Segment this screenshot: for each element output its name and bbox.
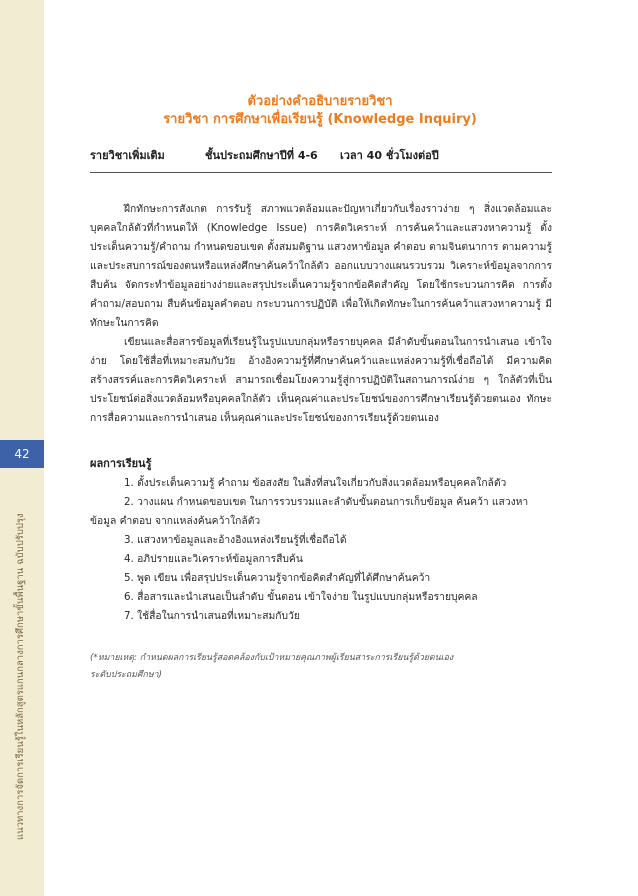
course-body	[90, 200, 552, 684]
footnote	[90, 650, 552, 684]
course-title: รายวิชา การศึกษาเพื่อเรียนรู้ (Knowledge Inquiry)	[163, 112, 477, 127]
outcome-item: 7. ใช้สื่อในการนำเสนอที่เหมาะสมกับวัย	[124, 610, 300, 622]
outcomes-heading: ผลการเรียนรู้	[90, 457, 152, 470]
description-paragraph: ฝึกทักษะการสังเกต การรับรู้ สภาพแวดล้อมและปัญหาเกี่ยวกับเรื่องราวง่าย ๆ สิ่งแวดล้อมและบุคคลใกล้ตัวที่กำหนดให้ (Knowledge Issue) การคิดวิเคราะห์ การค้นคว้าและแสวงหาความรู้ ตั้งประเด็นความรู้/คำถาม กำหนดขอบเขต ตั้งสมมติฐาน แสวงหาข้อมูล คำตอบ ตามจินตนาการ ตามความรู้และประสบการณ์ของตนหรือแหล่งศึกษาค้นคว้าใกล้ตัว ออกแบบวางแผนรวบรวม วิเคราะห์ข้อมูลจากการสืบค้น จัดกระทำข้อมูลอย่างง่ายและสรุปประเด็นความรู้จากข้อคิดสำคัญ โดยใช้กระบวนการคิด การตั้งคำถาม/สอบถาม สืบค้นข้อมูลคำตอบ กระบวนการปฏิบัติ เพื่อให้เกิดทักษะในการค้นคว้าแสวงหาความรู้ มีทักษะในการคิด	[90, 203, 552, 329]
outcome-item: 4. อภิปรายและวิเคราะห์ข้อมูลการสืบค้น	[124, 553, 303, 565]
outcome-item: 3. แสวงหาข้อมูลและอ้างอิงแหล่งเรียนรู้ที่เชื่อถือได้	[124, 534, 347, 546]
footnote-line: ระดับประถมศึกษา)	[90, 670, 162, 680]
doc-title: ตัวอย่างคำอธิบายรายวิชา	[247, 94, 393, 109]
outcome-item: 6. สื่อสารและนำเสนอเป็นลำดับ ขั้นตอน เข้าใจง่าย ในรูปแบบกลุ่มหรือรายบุคคล	[124, 591, 478, 603]
page-number-tab	[0, 440, 44, 468]
description-paragraph: เขียนและสื่อสารข้อมูลที่เรียนรู้ในรูปแบบกลุ่มหรือรายบุคคล มีลำดับขั้นตอนในการนำเสนอ เข้าใจง่าย โดยใช้สื่อที่เหมาะสมกับวัย อ้างอิงความรู้ที่ศึกษาค้นคว้าและแหล่งความรู้ที่เชื่อถือได้ มีความคิดสร้างสรรค์และการคิดวิเคราะห์ สามารถเชื่อมโยงความรู้สู่การปฏิบัติในสถานการณ์ง่าย ๆ ใกล้ตัวที่เป็นประโยชน์ต่อสิ่งแวดล้อมหรือบุคคลใกล้ตัว เห็นคุณค่าและประโยชน์ของการศึกษาเรียนรู้ด้วยตนเอง ทักษะการสื่อความและการนำเสนอ เห็นคุณค่าและประโยชน์ของการเรียนรู้ด้วยตนเอง	[90, 336, 552, 424]
grade-level: ชั้นประถมศึกษาปีที่ 4-6	[205, 149, 318, 162]
page-number: 42	[14, 447, 30, 461]
side-running-title: แนวทางการจัดการเรียนรู้ในหลักสูตรแกนกลางการศึกษาขั้นพื้นฐาน ฉบับปรับปรุง	[15, 513, 26, 840]
outcomes-list	[90, 474, 552, 626]
footnote-line: (*หมายเหตุ: กำหนดผลการเรียนรู้สอดคล้องกับเป้าหมายคุณภาพผู้เรียนสาระการเรียนรู้ด้วยตนเอง	[90, 653, 454, 663]
meta-divider	[90, 172, 552, 173]
course-type: รายวิชาเพิ่มเติม	[90, 149, 165, 162]
outcome-item: 5. พูด เขียน เพื่อสรุปประเด็นความรู้จากข้อคิดสำคัญที่ได้ศึกษาค้นคว้า	[124, 572, 431, 584]
course-meta	[90, 146, 552, 164]
outcome-item: 2. วางแผน กำหนดขอบเขต ในการรวบรวมและลำดับขั้นตอนการเก็บข้อมูล ค้นคว้า แสวงหาข้อมูล คำตอบ จากแหล่งค้นคว้าใกล้ตัว	[90, 496, 529, 527]
outcome-item: 1. ตั้งประเด็นความรู้ คำถาม ข้อสงสัย ในสิ่งที่สนใจเกี่ยวกับสิ่งแวดล้อมหรือบุคคลใกล้ตัว	[124, 477, 507, 489]
course-duration: เวลา 40 ชั่วโมงต่อปี	[340, 149, 439, 162]
